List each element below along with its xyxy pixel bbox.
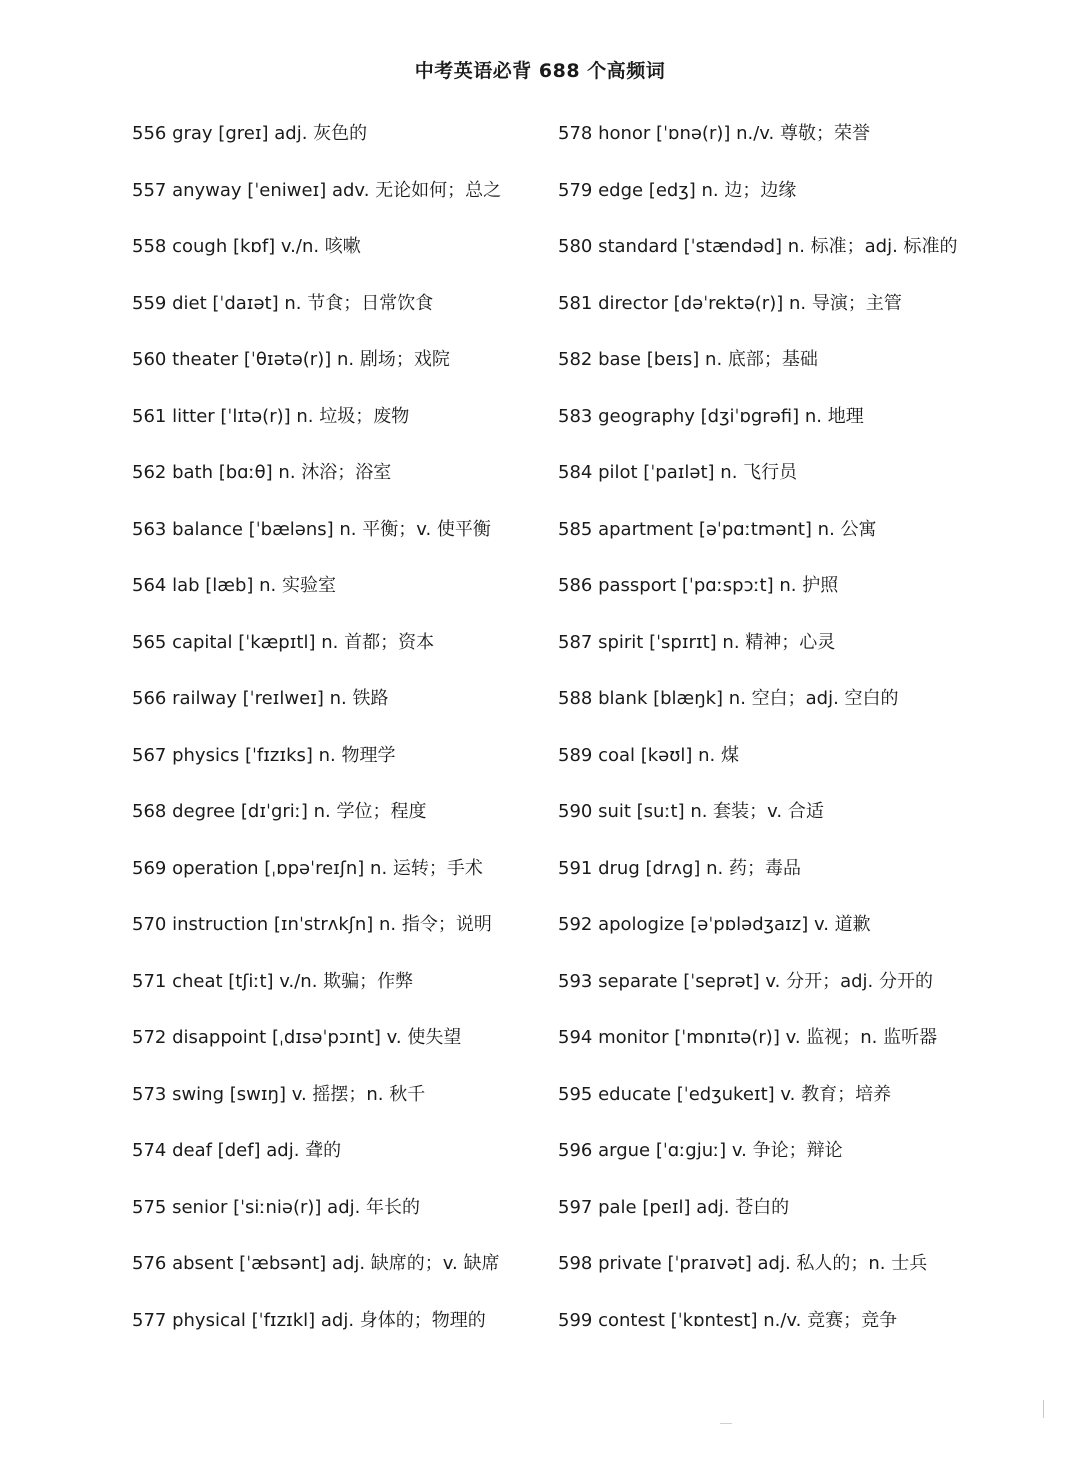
word-entry: 593 separate [ˈseprət] v. 分开；adj. 分开的 [558,970,933,992]
word-entry: 574 deaf [def] adj. 聋的 [132,1140,342,1161]
page-bottom-mark [720,1423,732,1424]
word-entry: 582 base [beɪs] n. 底部；基础 [558,349,818,370]
word-entry: 581 director [dəˈrektə(r)] n. 导演；主管 [558,292,902,314]
word-entry: 570 instruction [ɪnˈstrʌkʃn] n. 指令；说明 [132,914,492,935]
word-entry: 571 cheat [tʃiːt] v./n. 欺骗；作弊 [132,970,414,992]
word-entry: 578 honor [ˈɒnə(r)] n./v. 尊敬；荣誉 [558,123,871,144]
word-entry: 598 private [ˈpraɪvət] adj. 私人的；n. 士兵 [558,1253,928,1274]
word-entry: 557 anyway [ˈeniweɪ] adv. 无论如何；总之 [132,179,502,201]
word-entry: 559 diet [ˈdaɪət] n. 节食；日常饮食 [132,292,434,314]
word-entry: 577 physical [ˈfɪzɪkl] adj. 身体的；物理的 [132,1309,486,1331]
word-entry: 563 balance [ˈbæləns] n. 平衡；v. 使平衡 [132,518,491,540]
word-entry: 561 litter [ˈlɪtə(r)] n. 垃圾；废物 [132,405,410,427]
word-entry: 587 spirit [ˈspɪrɪt] n. 精神；心灵 [558,631,836,653]
word-entry: 596 argue [ˈɑːgjuː] v. 争论；辩论 [558,1140,843,1161]
word-entry: 572 disappoint [ˌdɪsəˈpɔɪnt] v. 使失望 [132,1027,462,1048]
word-entry: 589 coal [kəʊl] n. 煤 [558,744,739,766]
word-entry: 567 physics [ˈfɪzɪks] n. 物理学 [132,744,396,766]
word-entry: 595 educate [ˈedʒukeɪt] v. 教育；培养 [558,1083,892,1105]
word-entry: 556 gray [greɪ] adj. 灰色的 [132,123,368,144]
word-entry: 566 railway [ˈreɪlweɪ] n. 铁路 [132,688,389,709]
word-entry: 558 cough [kɒf] v./n. 咳嗽 [132,236,361,257]
word-entry: 599 contest [ˈkɒntest] n./v. 竞赛；竞争 [558,1309,898,1331]
word-entry: 597 pale [peɪl] adj. 苍白的 [558,1196,790,1218]
word-entry: 565 capital [ˈkæpɪtl] n. 首都；资本 [132,631,435,653]
word-entry: 576 absent [ˈæbsənt] adj. 缺席的；v. 缺席 [132,1253,500,1274]
left-column [132,106,572,1349]
word-entry: 575 senior [ˈsiːniə(r)] adj. 年长的 [132,1196,421,1218]
word-entry: 583 geography [dʒiˈɒgrəfi] n. 地理 [558,405,864,427]
word-entry: 591 drug [drʌg] n. 药；毒品 [558,857,801,879]
word-entry: 584 pilot [ˈpaɪlət] n. 飞行员 [558,462,798,483]
word-entry: 588 blank [blæŋk] n. 空白；adj. 空白的 [558,688,899,709]
word-entry: 562 bath [bɑːθ] n. 沐浴；浴室 [132,462,392,483]
word-entry: 564 lab [læb] n. 实验室 [132,575,336,596]
right-column [558,106,998,1349]
word-entry: 590 suit [suːt] n. 套装；v. 合适 [558,801,824,822]
word-entry: 586 passport [ˈpɑːspɔːt] n. 护照 [558,575,839,596]
page-title: 中考英语必背 688 个高频词 [414,60,666,82]
word-entry: 573 swing [swɪŋ] v. 摇摆；n. 秋千 [132,1083,426,1105]
word-entry: 569 operation [ˌɒpəˈreɪʃn] n. 运转；手术 [132,857,483,879]
word-entry: 568 degree [dɪˈgriː] n. 学位；程度 [132,801,427,822]
word-entry: 594 monitor [ˈmɒnɪtə(r)] v. 监视；n. 监听器 [558,1027,938,1048]
word-entry: 579 edge [edʒ] n. 边；边缘 [558,179,797,201]
word-entry: 585 apartment [əˈpɑːtmənt] n. 公寓 [558,518,877,540]
word-entry: 580 standard [ˈstændəd] n. 标准；adj. 标准的 [558,236,958,257]
word-entry: 592 apologize [əˈpɒlədʒaɪz] v. 道歉 [558,914,871,935]
page-corner-mark [1041,1400,1044,1418]
word-entry: 560 theater [ˈθɪətə(r)] n. 剧场；戏院 [132,349,450,370]
